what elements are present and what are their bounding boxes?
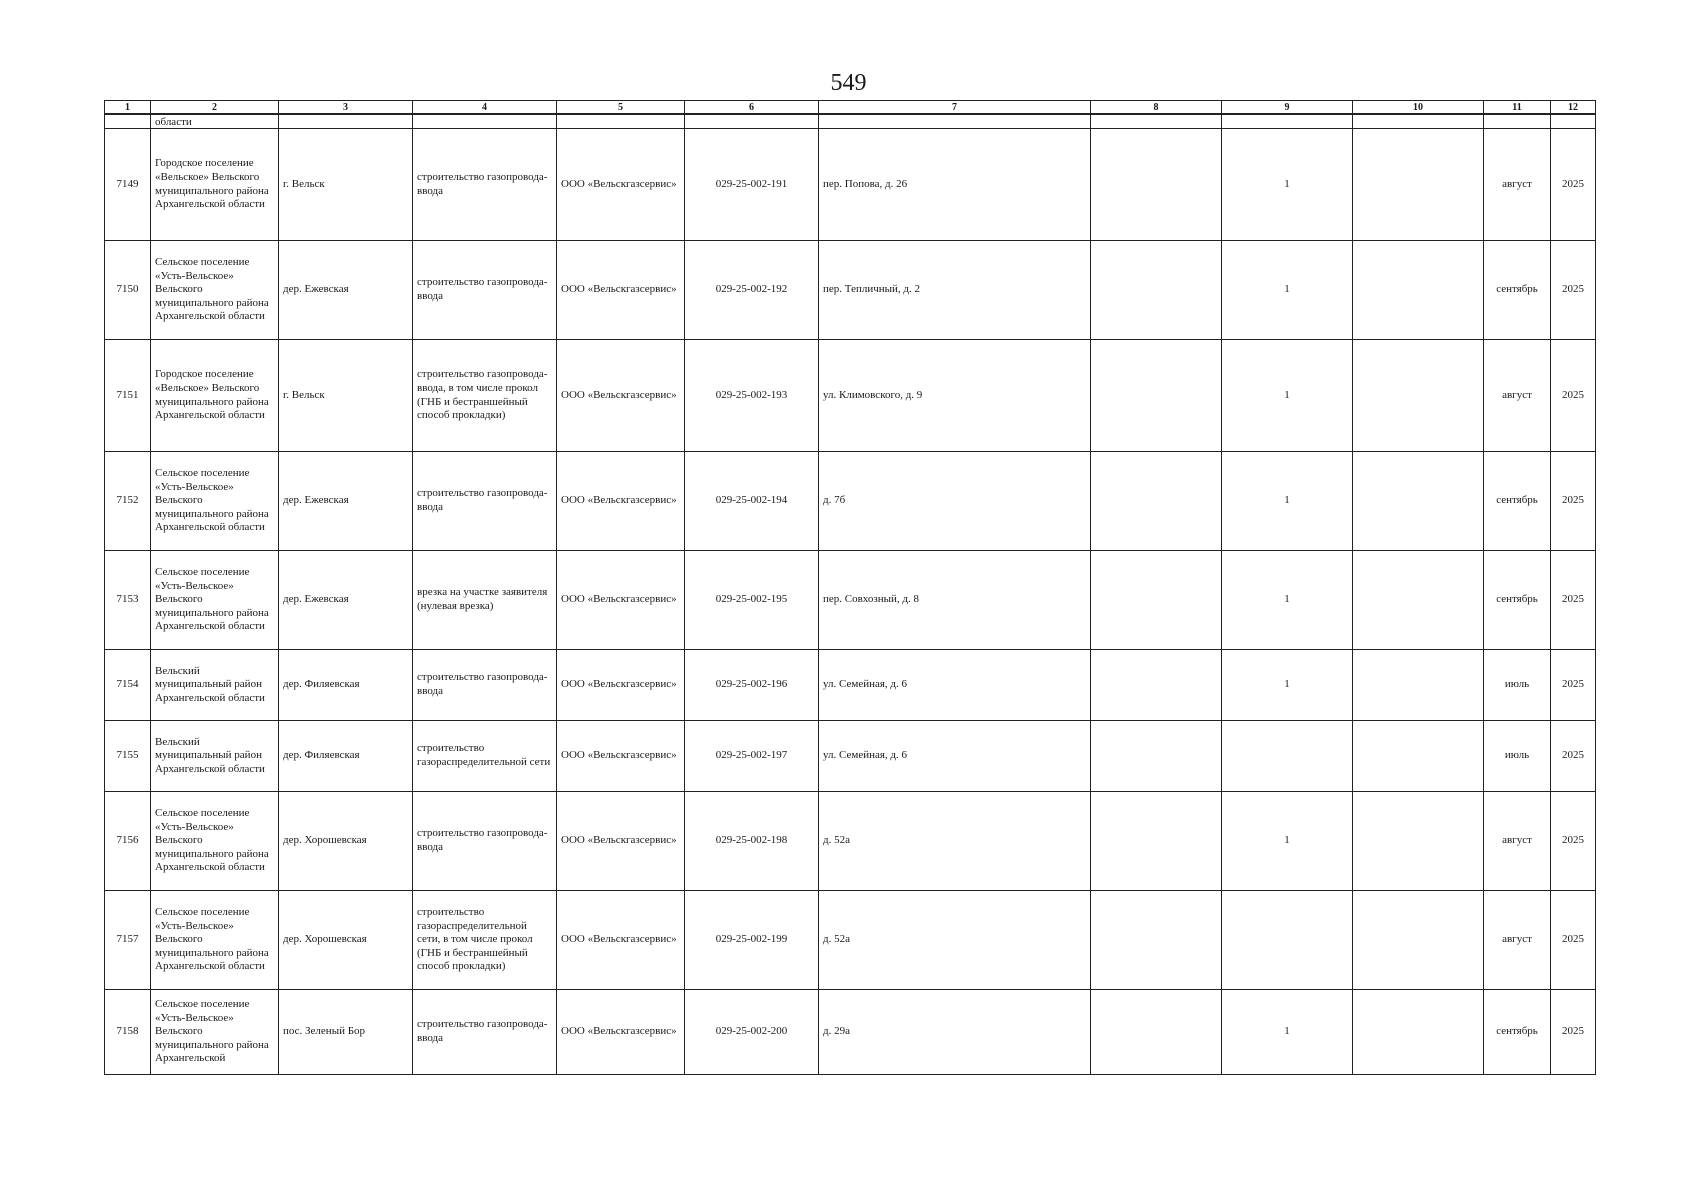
table-cell xyxy=(1353,452,1484,551)
code-cell: 029-25-002-199 xyxy=(685,891,819,990)
table-cell xyxy=(1353,990,1484,1075)
column-header: 12 xyxy=(1551,101,1596,115)
locality-cell: дер. Хорошевская xyxy=(279,792,413,891)
table-cell xyxy=(1091,551,1222,650)
quantity-cell xyxy=(1222,721,1353,792)
table-row xyxy=(105,721,1596,792)
year-cell: 2025 xyxy=(1551,792,1596,891)
header-row xyxy=(105,101,1596,115)
column-header: 10 xyxy=(1353,101,1484,115)
organization-cell: ООО «Вельскгазсервис» xyxy=(557,241,685,340)
table-cell xyxy=(557,114,685,129)
table-cell xyxy=(1353,721,1484,792)
locality-cell: дер. Ежевская xyxy=(279,241,413,340)
organization-cell: ООО «Вельскгазсервис» xyxy=(557,990,685,1075)
table-row xyxy=(105,452,1596,551)
month-cell: август xyxy=(1484,891,1551,990)
locality-cell: дер. Филяевская xyxy=(279,650,413,721)
locality-cell: дер. Ежевская xyxy=(279,452,413,551)
row-number-cell: 7151 xyxy=(105,340,151,452)
column-header: 9 xyxy=(1222,101,1353,115)
municipality-cell: Сельское поселение «Усть-Вельское» Вельского муниципального района Архангельской области xyxy=(151,891,279,990)
quantity-cell: 1 xyxy=(1222,452,1353,551)
table-cell xyxy=(1091,650,1222,721)
table-cell xyxy=(819,114,1091,129)
row-number-cell: 7157 xyxy=(105,891,151,990)
code-cell: 029-25-002-196 xyxy=(685,650,819,721)
month-cell: июль xyxy=(1484,721,1551,792)
month-cell: сентябрь xyxy=(1484,452,1551,551)
year-cell: 2025 xyxy=(1551,891,1596,990)
table-cell xyxy=(413,114,557,129)
month-cell: сентябрь xyxy=(1484,551,1551,650)
address-cell: ул. Климовского, д. 9 xyxy=(819,340,1091,452)
table-cell xyxy=(1222,114,1353,129)
locality-cell: пос. Зеленый Бор xyxy=(279,990,413,1075)
municipality-cell: Сельское поселение «Усть-Вельское» Вельского муниципального района Архангельской области xyxy=(151,452,279,551)
column-header: 8 xyxy=(1091,101,1222,115)
code-cell: 029-25-002-195 xyxy=(685,551,819,650)
year-cell: 2025 xyxy=(1551,241,1596,340)
address-cell: ул. Семейная, д. 6 xyxy=(819,721,1091,792)
month-cell: август xyxy=(1484,792,1551,891)
work-type-cell: строительство газопровода-ввода xyxy=(413,241,557,340)
table-cell xyxy=(1091,891,1222,990)
code-cell: 029-25-002-197 xyxy=(685,721,819,792)
table-cell xyxy=(1091,792,1222,891)
continuation-row xyxy=(105,114,1596,129)
quantity-cell xyxy=(1222,891,1353,990)
municipality-cell: Вельский муниципальный район Архангельской области xyxy=(151,721,279,792)
table-row xyxy=(105,241,1596,340)
quantity-cell: 1 xyxy=(1222,792,1353,891)
municipality-cell: Городское поселение «Вельское» Вельского муниципального района Архангельской области xyxy=(151,129,279,241)
locality-cell: г. Вельск xyxy=(279,340,413,452)
month-cell: сентябрь xyxy=(1484,990,1551,1075)
row-number-cell: 7154 xyxy=(105,650,151,721)
municipality-cell: Сельское поселение «Усть-Вельское» Вельского муниципального района Архангельской xyxy=(151,990,279,1075)
row-number-cell: 7152 xyxy=(105,452,151,551)
column-header: 11 xyxy=(1484,101,1551,115)
organization-cell: ООО «Вельскгазсервис» xyxy=(557,551,685,650)
table-row xyxy=(105,792,1596,891)
table-cell xyxy=(1091,721,1222,792)
work-type-cell: строительство газопровода-ввода xyxy=(413,129,557,241)
year-cell: 2025 xyxy=(1551,650,1596,721)
table-row xyxy=(105,551,1596,650)
organization-cell: ООО «Вельскгазсервис» xyxy=(557,721,685,792)
municipality-cell: Сельское поселение «Усть-Вельское» Вельского муниципального района Архангельской области xyxy=(151,792,279,891)
month-cell: август xyxy=(1484,129,1551,241)
row-number-cell: 7149 xyxy=(105,129,151,241)
table-cell xyxy=(1353,241,1484,340)
municipality-cell: Сельское поселение «Усть-Вельское» Вельского муниципального района Архангельской области xyxy=(151,551,279,650)
quantity-cell: 1 xyxy=(1222,990,1353,1075)
work-type-cell: строительство газораспределительной сети, в том числе прокол (ГНБ и бестраншейный способ прокладки) xyxy=(413,891,557,990)
year-cell: 2025 xyxy=(1551,452,1596,551)
work-type-cell: строительство газопровода-ввода xyxy=(413,650,557,721)
address-cell: д. 52а xyxy=(819,792,1091,891)
table-cell xyxy=(1353,792,1484,891)
municipality-cell: Сельское поселение «Усть-Вельское» Вельского муниципального района Архангельской области xyxy=(151,241,279,340)
year-cell: 2025 xyxy=(1551,721,1596,792)
quantity-cell: 1 xyxy=(1222,129,1353,241)
column-header: 1 xyxy=(105,101,151,115)
register-table xyxy=(104,100,1596,1075)
address-cell: пер. Тепличный, д. 2 xyxy=(819,241,1091,340)
table-cell xyxy=(1353,551,1484,650)
address-cell: пер. Попова, д. 26 xyxy=(819,129,1091,241)
column-header: 7 xyxy=(819,101,1091,115)
month-cell: сентябрь xyxy=(1484,241,1551,340)
month-cell: август xyxy=(1484,340,1551,452)
locality-cell: дер. Хорошевская xyxy=(279,891,413,990)
work-type-cell: строительство газопровода-ввода xyxy=(413,792,557,891)
table-cell xyxy=(1091,129,1222,241)
locality-cell: дер. Ежевская xyxy=(279,551,413,650)
table-cell xyxy=(1353,340,1484,452)
address-cell: д. 52а xyxy=(819,891,1091,990)
row-number-cell: 7150 xyxy=(105,241,151,340)
table-cell xyxy=(105,114,151,129)
year-cell: 2025 xyxy=(1551,551,1596,650)
row-number-cell: 7158 xyxy=(105,990,151,1075)
table-cell xyxy=(1353,891,1484,990)
year-cell: 2025 xyxy=(1551,990,1596,1075)
organization-cell: ООО «Вельскгазсервис» xyxy=(557,340,685,452)
organization-cell: ООО «Вельскгазсервис» xyxy=(557,129,685,241)
work-type-cell: строительство газораспределительной сети xyxy=(413,721,557,792)
organization-cell: ООО «Вельскгазсервис» xyxy=(557,650,685,721)
table-row xyxy=(105,650,1596,721)
code-cell: 029-25-002-193 xyxy=(685,340,819,452)
code-cell: 029-25-002-191 xyxy=(685,129,819,241)
row-number-cell: 7155 xyxy=(105,721,151,792)
table-row xyxy=(105,990,1596,1075)
table-cell xyxy=(1353,650,1484,721)
table-cell xyxy=(1484,114,1551,129)
table-cell xyxy=(1091,241,1222,340)
locality-cell: дер. Филяевская xyxy=(279,721,413,792)
address-cell: ул. Семейная, д. 6 xyxy=(819,650,1091,721)
quantity-cell: 1 xyxy=(1222,551,1353,650)
organization-cell: ООО «Вельскгазсервис» xyxy=(557,452,685,551)
municipality-cell: Городское поселение «Вельское» Вельского муниципального района Архангельской области xyxy=(151,340,279,452)
table-cell xyxy=(685,114,819,129)
organization-cell: ООО «Вельскгазсервис» xyxy=(557,891,685,990)
table-cell xyxy=(1353,129,1484,241)
table-row xyxy=(105,891,1596,990)
code-cell: 029-25-002-194 xyxy=(685,452,819,551)
row-number-cell: 7156 xyxy=(105,792,151,891)
table-row xyxy=(105,340,1596,452)
column-header: 6 xyxy=(685,101,819,115)
table-cell xyxy=(1091,990,1222,1075)
table-row xyxy=(105,129,1596,241)
column-header: 5 xyxy=(557,101,685,115)
work-type-cell: строительство газопровода-ввода, в том числе прокол (ГНБ и бестраншейный способ прокладки) xyxy=(413,340,557,452)
table-cell xyxy=(1353,114,1484,129)
work-type-cell: строительство газопровода-ввода xyxy=(413,452,557,551)
organization-cell: ООО «Вельскгазсервис» xyxy=(557,792,685,891)
column-header: 3 xyxy=(279,101,413,115)
municipality-cell: Вельский муниципальный район Архангельской области xyxy=(151,650,279,721)
address-cell: д. 7б xyxy=(819,452,1091,551)
work-type-cell: строительство газопровода-ввода xyxy=(413,990,557,1075)
table-cell: области xyxy=(151,114,279,129)
address-cell: д. 29а xyxy=(819,990,1091,1075)
address-cell: пер. Совхозный, д. 8 xyxy=(819,551,1091,650)
locality-cell: г. Вельск xyxy=(279,129,413,241)
column-header: 2 xyxy=(151,101,279,115)
quantity-cell: 1 xyxy=(1222,650,1353,721)
year-cell: 2025 xyxy=(1551,340,1596,452)
page-number: 549 xyxy=(830,70,867,96)
quantity-cell: 1 xyxy=(1222,340,1353,452)
month-cell: июль xyxy=(1484,650,1551,721)
column-header: 4 xyxy=(413,101,557,115)
table-cell xyxy=(279,114,413,129)
work-type-cell: врезка на участке заявителя (нулевая врезка) xyxy=(413,551,557,650)
table-cell xyxy=(1551,114,1596,129)
code-cell: 029-25-002-198 xyxy=(685,792,819,891)
table-cell xyxy=(1091,340,1222,452)
code-cell: 029-25-002-200 xyxy=(685,990,819,1075)
table-cell xyxy=(1091,114,1222,129)
quantity-cell: 1 xyxy=(1222,241,1353,340)
year-cell: 2025 xyxy=(1551,129,1596,241)
table-cell xyxy=(1091,452,1222,551)
row-number-cell: 7153 xyxy=(105,551,151,650)
code-cell: 029-25-002-192 xyxy=(685,241,819,340)
